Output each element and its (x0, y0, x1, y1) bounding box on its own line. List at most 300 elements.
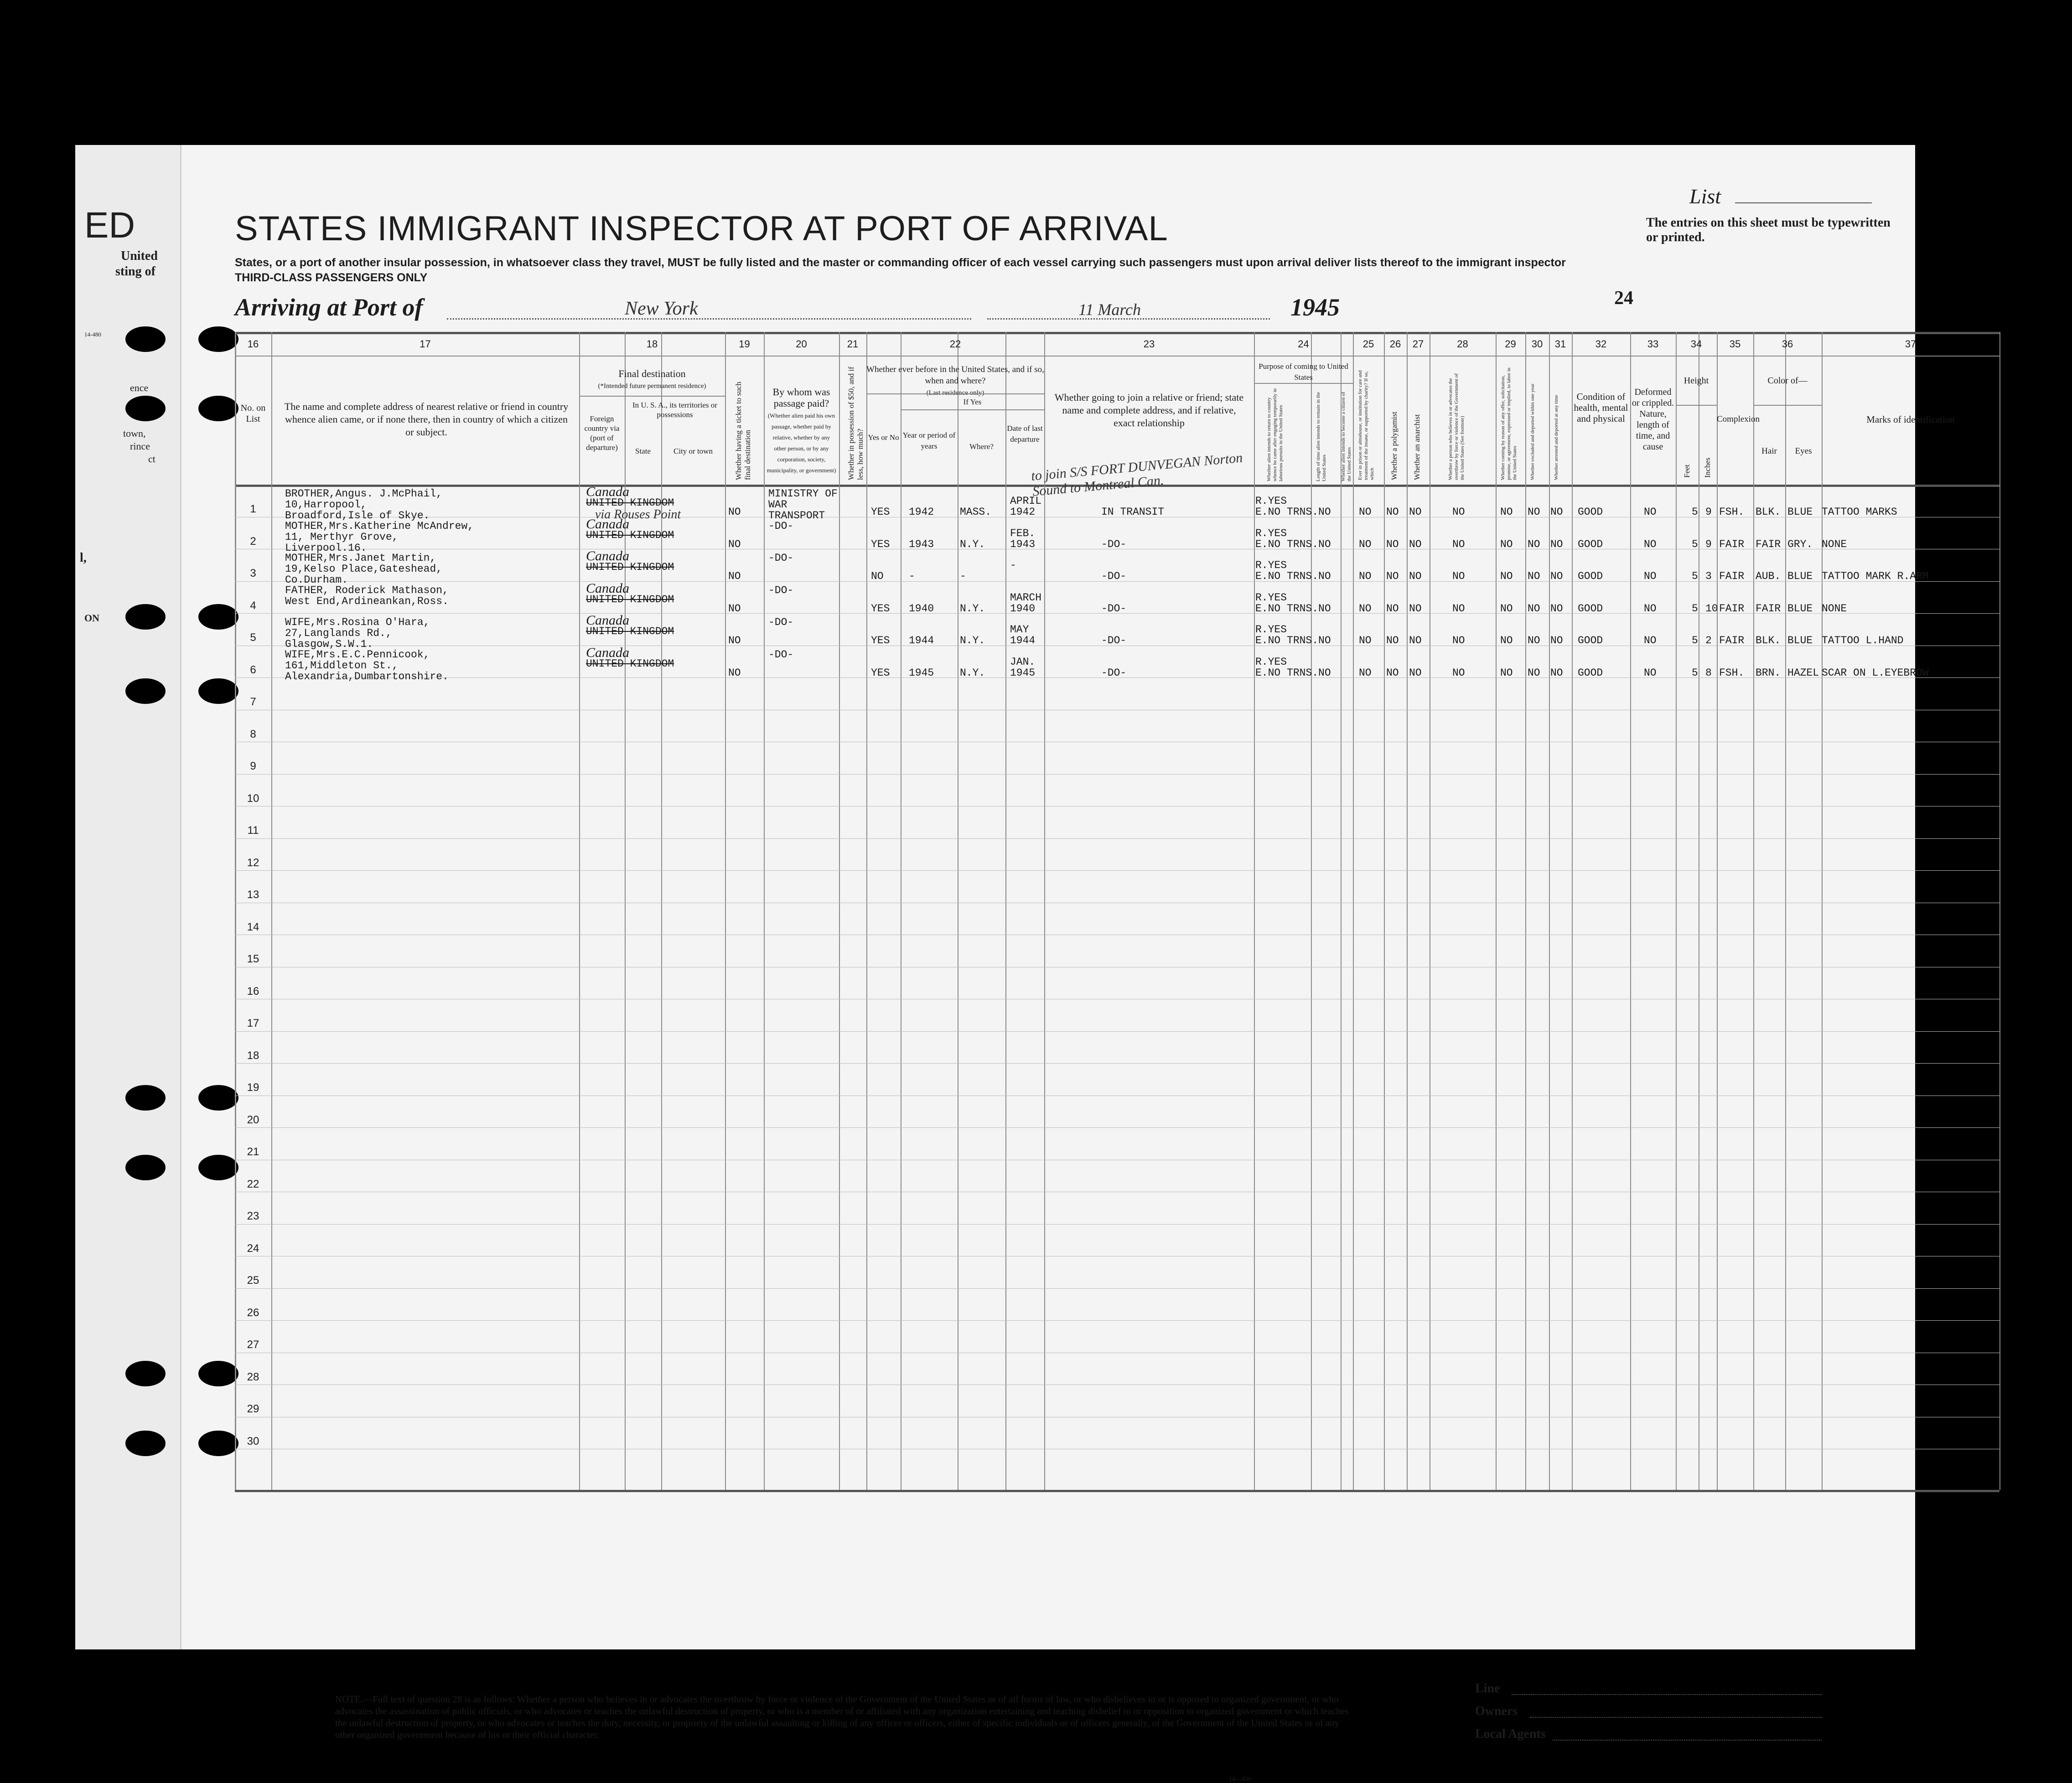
typewritten-note: The entries on this sheet must be typewritten or printed. (1646, 216, 1891, 244)
row-number: 12 (247, 856, 259, 869)
port-handwritten: New York (625, 298, 698, 319)
cell-hair: FAIR (1756, 538, 1781, 550)
cell-ever: YES (871, 635, 890, 646)
date-handwritten: 11 March (1078, 300, 1141, 319)
cell-q30: NO (1528, 635, 1540, 646)
cell-date: - (1010, 559, 1016, 571)
cell-deformed: NO (1644, 570, 1657, 582)
cell-q28: NO (1452, 538, 1465, 550)
cell-deformed: NO (1644, 635, 1657, 646)
cell-inches: 3 (1705, 570, 1712, 582)
cell-q30: NO (1528, 667, 1540, 679)
col-number: 26 (1389, 338, 1401, 350)
header-no-on-list: No. on List (240, 403, 266, 424)
row-number: 24 (247, 1242, 259, 1255)
cell-health: GOOD (1578, 667, 1603, 679)
stub-united: United (121, 249, 158, 263)
cell-deformed: NO (1644, 506, 1657, 518)
col-number: 35 (1729, 338, 1741, 350)
header-purpose-a: Whether alien intends to return to country whence he came after engaging temporarily in laborious pursuits in the United States (1266, 388, 1284, 481)
row-line (235, 1063, 1999, 1064)
header-if-yes: If Yes (963, 398, 982, 406)
cell-country: UNITED KINGDOM (586, 561, 674, 573)
row1-handwritten-note: to join S/S FORT DUNVEGAN Norton Sound to Montreal Can. (1031, 450, 1243, 499)
header-q29: Whether coming by reason of any offer, solicitation, promise, or agreement, expressed or implied, to labor in the United States (1500, 367, 1518, 480)
cell-relative: WIFE,Mrs.Rosina O'Hara, 27,Langlands Rd., Glasgow,S.W.1. (285, 616, 430, 650)
stub-ence: ence (130, 382, 149, 393)
cell-ticket: NO (728, 602, 741, 615)
row-number: 17 (247, 1017, 259, 1029)
col-number: 25 (1362, 338, 1374, 350)
header-prison: Ever in prison or almshouse, or institution for care and treatment of the insane, or supported by charity? If so, which (1357, 370, 1375, 480)
cell-joining: IN TRANSIT (1101, 506, 1165, 518)
cell-q27: NO (1409, 602, 1422, 615)
cell-inches: 2 (1705, 635, 1712, 646)
cell-date: APRIL 1942 (1010, 495, 1042, 518)
header-in-usa: In U. S. A., its territories or possessions (632, 401, 718, 419)
cell-inches: 9 (1705, 538, 1712, 550)
cell-complexion: FSH. (1719, 667, 1745, 679)
cell-health: GOOD (1578, 506, 1603, 518)
punch-hole (198, 1085, 238, 1111)
sheet-number: 24 (1614, 288, 1633, 309)
header-final-destination (579, 368, 725, 392)
header-q30: Whether excluded and deported within one year (1530, 383, 1535, 480)
col-number: 19 (739, 338, 750, 350)
row-number: 20 (247, 1113, 259, 1126)
punch-hole (198, 396, 238, 421)
row-number: 19 (247, 1081, 259, 1094)
stub-on: ON (84, 612, 99, 624)
cell-foreign: Canada (586, 580, 630, 596)
cell-complexion: FSH. (1719, 506, 1745, 518)
row-number: 7 (250, 696, 256, 708)
owners-field (1530, 1717, 1822, 1718)
cell-marks: NONE (1822, 538, 1847, 550)
row-number: 16 (247, 985, 259, 997)
col-number: 17 (420, 338, 431, 350)
row-line (235, 1224, 1999, 1225)
cell-q27: NO (1409, 506, 1422, 518)
cell-eyes: BLUE (1787, 570, 1813, 582)
cell-where: MASS. (960, 506, 992, 518)
col-number: 31 (1554, 338, 1566, 350)
cell-year: 1945 (909, 667, 934, 679)
punch-hole (125, 1085, 166, 1111)
row-line (235, 1031, 1999, 1032)
stub-l: l, (80, 551, 87, 565)
cell-hair: FAIR (1756, 602, 1781, 615)
header-health: Condition of health, mental and physical (1574, 391, 1628, 424)
cell-ticket: NO (728, 635, 741, 646)
cell-feet: 5 (1692, 506, 1698, 518)
cell-joining: -DO- (1101, 570, 1127, 582)
col-number: 18 (646, 338, 658, 350)
intro-line-2: THIRD-CLASS PASSENGERS ONLY (235, 271, 428, 284)
punch-hole (125, 604, 166, 630)
cell-q30: NO (1528, 570, 1540, 582)
row-number: 13 (247, 889, 259, 901)
punch-hole (198, 678, 238, 704)
cell-inches: 9 (1705, 506, 1712, 518)
line-field (1512, 1694, 1822, 1695)
row-number: 10 (247, 792, 259, 805)
col-number: 16 (247, 338, 259, 350)
header-yes-no: Yes or No (868, 433, 899, 442)
ever-before-label: Whether ever before in the United States, and if so, when and where? (866, 365, 1044, 386)
cell-q29: NO (1500, 667, 1513, 679)
punch-hole (198, 604, 238, 630)
cell-marks: TATTOO L.HAND (1822, 635, 1904, 646)
cell-complexion: FAIR (1719, 635, 1745, 646)
cell-health: GOOD (1578, 602, 1603, 615)
cell-ticket: NO (728, 506, 741, 518)
cell-q29: NO (1500, 602, 1513, 615)
cell-q28: NO (1452, 635, 1465, 646)
col-number: 21 (847, 338, 859, 350)
cell-joining: -DO- (1101, 635, 1127, 646)
cell-date: FEB. 1943 (1010, 527, 1036, 550)
row-number: 2 (250, 535, 256, 548)
punch-hole (125, 678, 166, 704)
cell-q29: NO (1500, 506, 1513, 518)
col-number: 27 (1412, 338, 1424, 350)
header-foreign-country: Foreign country via (port of departure) (584, 414, 620, 452)
row-line (235, 774, 1999, 775)
col-number: 20 (796, 338, 807, 350)
cell-paid: -DO- (768, 552, 794, 564)
cell-q29: NO (1500, 570, 1513, 582)
cell-foreign: Canada (586, 516, 630, 532)
cell-paid: -DO- (768, 648, 794, 661)
header-joining: Whether going to join a relative or friend; state name and complete address, and if relative, exact relationship (1054, 392, 1244, 429)
cell-relative: MOTHER,Mrs.Janet Martin, 19,Kelso Place,Gateshead, Co.Durham. (285, 552, 443, 586)
header-feet: Feet (1683, 464, 1691, 478)
cell-where: N.Y. (960, 538, 985, 550)
cell-where: N.Y. (960, 667, 985, 679)
header-polygamist: Whether a polygamist (1390, 411, 1399, 480)
cell-q27: NO (1409, 538, 1422, 550)
row-number: 25 (247, 1274, 259, 1287)
cell-deformed: NO (1644, 538, 1657, 550)
punch-hole (198, 1431, 238, 1456)
cell-eyes: BLUE (1787, 506, 1813, 518)
cell-health: GOOD (1578, 570, 1603, 582)
cell-paid: -DO- (768, 520, 794, 532)
col-number: 30 (1531, 338, 1543, 350)
row-line (235, 1127, 1999, 1128)
punch-hole (125, 1431, 166, 1456)
owners-label: Owners (1475, 1704, 1518, 1718)
cell-q25: NO (1359, 667, 1372, 679)
cell-q31: NO (1550, 506, 1563, 518)
cell-where: N.Y. (960, 602, 985, 615)
cell-ever: YES (871, 602, 890, 615)
row-number: 9 (250, 760, 256, 772)
final-destination-sub: (*Intended future permanent residence) (598, 382, 706, 390)
row-line (235, 1320, 1999, 1321)
cell-q27: NO (1409, 667, 1422, 679)
row-line (235, 1288, 1999, 1289)
cell-q26: NO (1386, 570, 1399, 582)
cell-q25: NO (1359, 570, 1372, 582)
cell-relative: MOTHER,Mrs.Katherine McAndrew, 11, Merthyr Grove, Liverpool.16. (285, 520, 474, 554)
line-label: Line (1475, 1681, 1500, 1695)
cell-joining: -DO- (1101, 602, 1127, 615)
header-purpose: Purpose of coming to United States (1259, 362, 1348, 382)
row-number: 30 (247, 1435, 259, 1447)
cell-country: UNITED KINGDOM (586, 657, 674, 670)
cell-complexion: FAIR (1719, 602, 1745, 615)
stub-town: town, (123, 428, 146, 439)
stub-sting-of: sting of (115, 264, 155, 279)
cell-complexion: FAIR (1719, 570, 1745, 582)
row-number: 26 (247, 1306, 259, 1319)
cell-feet: 5 (1692, 538, 1698, 550)
cell-q26: NO (1386, 506, 1399, 518)
cell-deformed: NO (1644, 667, 1657, 679)
cell-inches: 10 (1705, 602, 1718, 615)
col-number: 23 (1143, 338, 1155, 350)
cell-date: JAN. 1945 (1010, 656, 1036, 679)
cell-foreign: Canada (586, 613, 630, 628)
cell-eyes: BLUE (1787, 602, 1813, 615)
header-anarchist: Whether an anarchist (1413, 414, 1421, 480)
cell-hair: BRN. (1756, 667, 1781, 679)
cell-health: GOOD (1578, 635, 1603, 646)
row-line (235, 870, 1999, 871)
cell-joining: -DO- (1101, 667, 1127, 679)
row-number: 23 (247, 1210, 259, 1222)
cell-ticket: NO (728, 570, 741, 582)
cell-q26: NO (1386, 538, 1399, 550)
cell-q28: NO (1452, 667, 1465, 679)
cell-eyes: GRY. (1787, 538, 1813, 550)
cell-q29: NO (1500, 538, 1513, 550)
header-ticket: Whether having a ticket to such final destination (734, 382, 752, 480)
cell-foreign: Canada (586, 548, 630, 563)
cell-year: 1942 (909, 506, 934, 518)
cell-q28: NO (1452, 506, 1465, 518)
cell-purpose: R.YES E.NO TRNS.NO (1255, 591, 1331, 615)
cell-where: - (960, 570, 966, 582)
cell-q31: NO (1550, 570, 1563, 582)
intro-text (235, 255, 1685, 285)
cell-marks: SCAR ON L.EYEBROW (1822, 667, 1929, 679)
cell-q27: NO (1409, 635, 1422, 646)
cell-q26: NO (1386, 667, 1399, 679)
local-agents-label: Local Agents (1475, 1727, 1546, 1741)
port-line (447, 318, 971, 320)
stub-rince: rince (130, 440, 150, 452)
punch-hole (125, 1155, 166, 1180)
footnote-q28: NOTE.—Full text of question 28 is as follows: Whether a person who believes in or advocates the overthrow by force or violence of the Government of the United States or of all forms of law, or who disbelieves in or is opposed to organized government, or who advocates the assassination of public officials, or who advocates or teaches the unlawful destruction of property, or who is a member of or affiliated with any organization entertaining and teaching disbelief in or opposition to organized government or which teaches the unlawful destruction of property, or who advocates or teaches the duty, necessity, or propriety of the unlawful assaulting or killing of any officer or officers, either of specific individuals or of officers generally, of the Government of the United States or of any other organized government because of his or their official character. (335, 1694, 1349, 1740)
header-possession-50: Whether in possession of $50, and if less, how much? (847, 367, 865, 480)
cell-q28: NO (1452, 570, 1465, 582)
final-destination-label: Final destination (618, 368, 686, 379)
manifest-table (235, 332, 1999, 1490)
cell-purpose: R.YES E.NO TRNS.NO (1255, 495, 1331, 518)
cell-q31: NO (1550, 635, 1563, 646)
stub-code: 14-480 (84, 331, 101, 338)
cell-hair: BLK. (1756, 635, 1781, 646)
row-number: 8 (250, 728, 256, 740)
left-stub-fragment (75, 145, 181, 1649)
cell-purpose: R.YES E.NO TRNS.NO (1255, 656, 1331, 679)
header-marks: Marks of identification (1866, 414, 1955, 425)
header-state: State (635, 447, 651, 455)
cell-q29: NO (1500, 635, 1513, 646)
col-number: 22 (949, 338, 961, 350)
cell-ever: NO (871, 570, 884, 582)
cell-q31: NO (1550, 667, 1563, 679)
row-number: 6 (250, 663, 256, 676)
ever-before-sub: (Last residence only) (926, 389, 984, 397)
header-q31: Whether arrested and deported at any time (1554, 395, 1559, 480)
header-year-period: Year or period of years (902, 431, 956, 450)
punch-hole (198, 1155, 238, 1180)
cell-marks: TATTOO MARKS (1822, 506, 1897, 518)
cell-hair: AUB. (1756, 570, 1781, 582)
cell-country: UNITED KINGDOM (586, 529, 674, 541)
cell-q31: NO (1550, 602, 1563, 615)
cell-relative: BROTHER,Angus. J.McPhail, 10,Harropool, Broadford,Isle of Skye. (285, 488, 443, 522)
cell-q26: NO (1386, 635, 1399, 646)
row-number: 18 (247, 1049, 259, 1062)
row-line (235, 838, 1999, 839)
row-number: 15 (247, 953, 259, 965)
cell-feet: 5 (1692, 570, 1698, 582)
cell-q30: NO (1528, 538, 1540, 550)
cell-foreign: Canada (586, 645, 630, 660)
header-eyes: Eyes (1795, 446, 1812, 456)
manifest-sheet (75, 145, 1955, 1783)
header-purpose-c: Whether alien intends to become a citizen of the United States (1341, 392, 1352, 481)
cell-feet: 5 (1692, 667, 1698, 679)
cell-q28: NO (1452, 602, 1465, 615)
footnote-form-code: 14—430 (1229, 1776, 1251, 1783)
year: 1945 (1290, 294, 1340, 321)
row-number: 28 (247, 1370, 259, 1383)
cell-marks: NONE (1822, 602, 1847, 615)
cell-feet: 5 (1692, 635, 1698, 646)
list-label: List (1689, 185, 1721, 208)
col-number: 24 (1298, 338, 1309, 350)
cell-q25: NO (1359, 602, 1372, 615)
list-number-line (1735, 202, 1872, 203)
row-number: 5 (250, 631, 256, 644)
col-number: 29 (1505, 338, 1516, 350)
cell-eyes: HAZEL (1787, 667, 1819, 679)
cell-joining: -DO- (1101, 538, 1127, 550)
cell-q27: NO (1409, 570, 1422, 582)
punch-hole (198, 1361, 238, 1386)
cell-q26: NO (1386, 602, 1399, 615)
cell-q30: NO (1528, 506, 1540, 518)
header-inches: Inches (1703, 457, 1712, 478)
arriving-label: Arriving at Port of (235, 294, 423, 321)
cell-paid: -DO- (768, 584, 794, 596)
cell-feet: 5 (1692, 602, 1698, 615)
header-q28: Whether a person who believes in or advocates the overthrow by force or violence of the Government of the United States (See footnote) (1448, 373, 1465, 480)
cell-relative: FATHER, Roderick Mathason, West End,Ardineankan,Ross. (285, 584, 449, 607)
cell-year: 1944 (909, 635, 934, 646)
cell-q31: NO (1550, 538, 1563, 550)
cell-q25: NO (1359, 635, 1372, 646)
col-number: 32 (1595, 338, 1607, 350)
punch-hole (125, 326, 166, 352)
punch-hole (125, 396, 166, 421)
punch-hole (125, 1361, 166, 1386)
col-number: 34 (1690, 338, 1702, 350)
col-number: 28 (1457, 338, 1468, 350)
header-deformed: Deformed or crippled. Nature, length of time, and cause (1632, 387, 1674, 452)
stub-ed: ED (84, 205, 135, 245)
passage-paid-label: By whom was passage paid? (772, 386, 830, 409)
stub-ct: ct (148, 453, 155, 465)
passage-paid-sub: (Whether alien paid his own passage, whether paid by relative, whether by any other person, or by any corporation, society, municipality, or government) (767, 412, 836, 474)
header-complexion: Complexion (1717, 414, 1760, 424)
cell-purpose: R.YES E.NO TRNS.NO (1255, 559, 1331, 582)
header-color-of: Color of— (1767, 376, 1808, 386)
cell-complexion: FAIR (1719, 538, 1745, 550)
cell-country: UNITED KINGDOM (586, 593, 674, 605)
row-number: 21 (247, 1146, 259, 1158)
cell-country: UNITED KINGDOM (586, 497, 674, 509)
col-number: 33 (1647, 338, 1659, 350)
cell-paid: -DO- (768, 616, 794, 628)
cell-year: - (909, 570, 915, 582)
cell-date: MAY 1944 (1010, 624, 1036, 646)
header-height: Height (1684, 376, 1709, 386)
row-number: 3 (250, 567, 256, 579)
local-agents-field (1553, 1740, 1822, 1741)
cell-eyes: BLUE (1787, 635, 1813, 646)
col-number: 37 (1905, 338, 1917, 350)
cell-inches: 8 (1705, 667, 1712, 679)
cell-paid: MINISTRY OF WAR TRANSPORT (768, 488, 838, 522)
col-number: 36 (1782, 338, 1793, 350)
form-title: STATES IMMIGRANT INSPECTOR AT PORT OF ARRIVAL (235, 209, 1168, 248)
header-city: City or town (673, 447, 713, 455)
cell-relative: WIFE,Mrs.E.C.Pennicook, 161,Middleton St., Alexandria,Dumbartonshire. (285, 648, 449, 682)
row-number: 14 (247, 920, 259, 933)
header-date-departure: Date of last departure (1007, 424, 1043, 444)
row-number: 1 (250, 503, 256, 515)
cell-where: N.Y. (960, 635, 985, 646)
cell-purpose: R.YES E.NO TRNS.NO (1255, 624, 1331, 646)
intro-line-1: States, or a port of another insular possession, in whatsoever class they travel, MUST be fully listed and the master or commanding officer of each vessel carrying such passengers must upon arrival deliver lists thereof to the immigrant inspector (235, 256, 1566, 269)
cell-foreign: Canada (586, 484, 630, 499)
cell-ever: YES (871, 506, 890, 518)
punch-hole (198, 326, 238, 352)
row-number: 11 (247, 824, 259, 837)
header-where: Where? (969, 442, 994, 451)
cell-purpose: R.YES E.NO TRNS.NO (1255, 527, 1331, 550)
cell-q25: NO (1359, 506, 1372, 518)
header-relative: The name and complete address of nearest relative or friend in country whence alien came, or if none there, then in country of which a citizen or subject. (284, 401, 569, 438)
row-number: 27 (247, 1339, 259, 1351)
cell-ticket: NO (728, 667, 741, 679)
cell-via: via Rouses Point (595, 507, 681, 522)
cell-ticket: NO (728, 538, 741, 550)
cell-date: MARCH 1940 (1010, 591, 1042, 615)
cell-year: 1943 (909, 538, 934, 550)
row-number: 4 (250, 599, 256, 612)
cell-q30: NO (1528, 602, 1540, 615)
cell-hair: BLK. (1756, 506, 1781, 518)
cell-q25: NO (1359, 538, 1372, 550)
